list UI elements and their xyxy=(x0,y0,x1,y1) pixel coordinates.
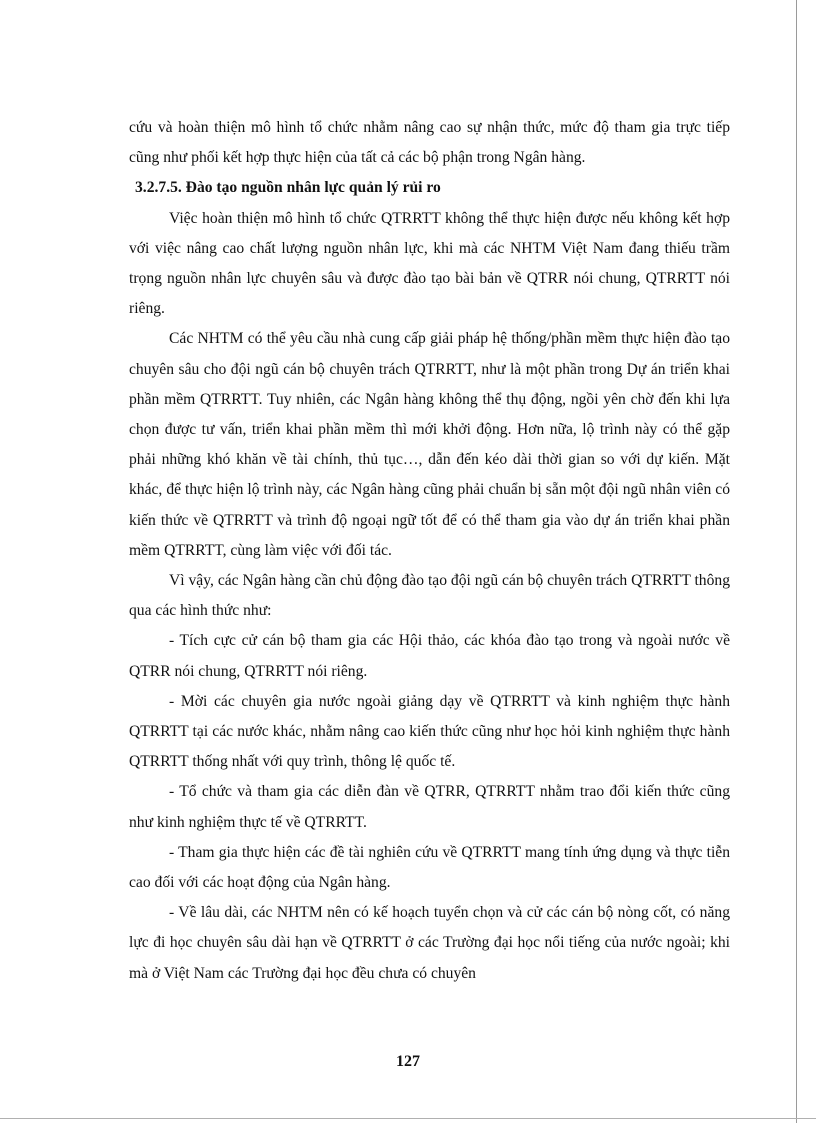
section-heading: 3.2.7.5. Đào tạo nguồn nhân lực quản lý rủi ro xyxy=(135,179,441,197)
paragraph: Vì vậy, các Ngân hàng cần chủ động đào tạo đội ngũ cán bộ chuyên trách QTRRTT thông qua các hình thức như: xyxy=(129,572,730,620)
paragraph: Các NHTM có thể yêu cầu nhà cung cấp giải pháp hệ thống/phần mềm thực hiện đào tạo chuyên sâu cho đội ngũ cán bộ chuyên trách QTRRTT, như là một phần trong Dự án triển khai phần mềm QTRRTT. Tuy nhiên, các Ngân hàng không thể thụ động, ngồi yên chờ đến khi lựa chọn được tư vấn, triển khai phần mềm thì mới khởi động. Hơn nữa, lộ trình này có thể gặp phải những khó khăn về tài chính, thủ tục…, dẫn đến kéo dài thời gian so với dự kiến. Mặt khác, để thực hiện lộ trình này, các Ngân hàng cũng phải chuẩn bị sẵn một đội ngũ nhân viên có kiến thức về QTRRTT và trình độ ngoại ngữ tốt để có thể tham gia vào dự án triển khai phần mềm QTRRTT, cùng làm việc với đối tác. xyxy=(129,330,730,559)
page-bottom-divider xyxy=(0,1118,816,1119)
page-number: 127 xyxy=(396,1053,420,1070)
page-edge-divider xyxy=(796,0,797,1123)
list-item: - Tham gia thực hiện các đề tài nghiên cứu về QTRRTT mang tính ứng dụng và thực tiễn cao đối với các hoạt động của Ngân hàng. xyxy=(129,843,730,892)
document-body xyxy=(129,113,730,989)
list-item: - Về lâu dài, các NHTM nên có kế hoạch tuyển chọn và cử các cán bộ nòng cốt, có năng lực đi học chuyên sâu dài hạn về QTRRTT ở các Trường đại học nổi tiếng của nước ngoài; khi mà ở Việt Nam các Trường đại học đều chưa có chuyên xyxy=(129,904,730,982)
paragraph-continuation: cứu và hoàn thiện mô hình tổ chức nhằm nâng cao sự nhận thức, mức độ tham gia trực tiếp cũng như phối kết hợp thực hiện của tất cả các bộ phận trong Ngân hàng. xyxy=(129,119,730,167)
list-item: - Mời các chuyên gia nước ngoài giảng dạy về QTRRTT và kinh nghiệm thực hành QTRRTT tại các nước khác, nhằm nâng cao kiến thức cũng như học hỏi kinh nghiệm thực hành QTRRTT thống nhất với quy trình, thông lệ quốc tế. xyxy=(129,692,730,771)
paragraph: Việc hoàn thiện mô hình tổ chức QTRRTT không thể thực hiện được nếu không kết hợp với việc nâng cao chất lượng nguồn nhân lực, khi mà các NHTM Việt Nam đang thiếu trầm trọng nguồn nhân lực chuyên sâu và được đào tạo bài bản về QTRR nói chung, QTRRTT nói riêng. xyxy=(129,209,730,318)
list-item: - Tích cực cử cán bộ tham gia các Hội thảo, các khóa đào tạo trong và ngoài nước về QTRR nói chung, QTRRTT nói riêng. xyxy=(129,632,730,680)
list-item: - Tổ chức và tham gia các diễn đàn về QTRR, QTRRTT nhằm trao đổi kiến thức cũng như kinh nghiệm thực tế về QTRRTT. xyxy=(129,783,730,831)
